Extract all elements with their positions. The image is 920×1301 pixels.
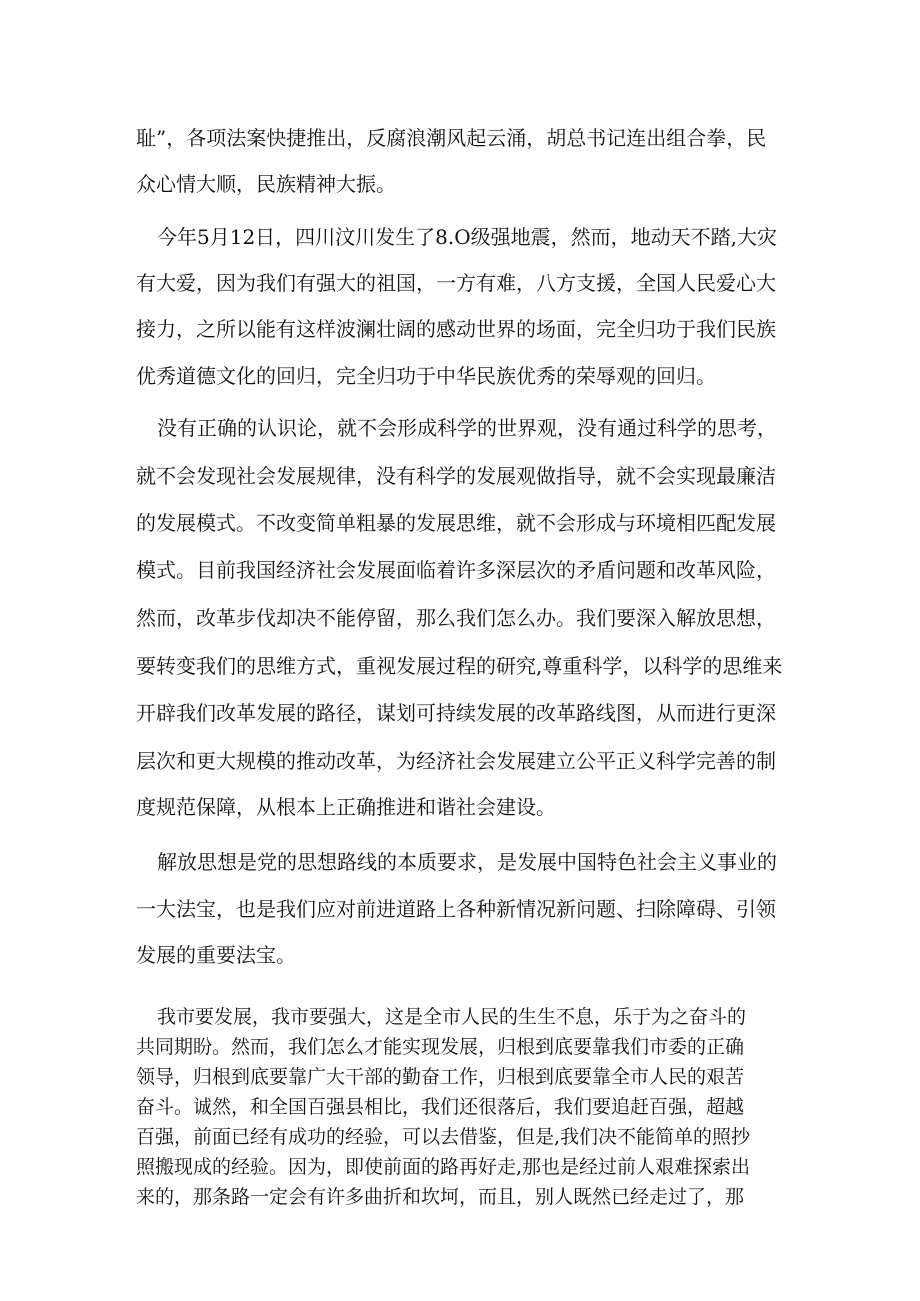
text-line: 我市要发展，我市要强大，这是全市人民的生生不息，乐于为之奋斗的 xyxy=(157,1006,747,1028)
text-line: 共同期盼。然而，我们怎么才能实现发展，归根到底要靠我们市委的正确 xyxy=(136,1036,745,1058)
text-line: 解放思想是党的思想路线的本质要求，是发展中国特色社会主义事业的 xyxy=(157,850,777,874)
text-line: 开辟我们改革发展的路径，谋划可持续发展的改革路线图，从而进行更深 xyxy=(136,701,776,725)
text-line: 领导，归根到底要靠广大干部的勤奋工作，归根到底要靠全市人民的艰苦 xyxy=(136,1066,745,1088)
text-line: 来的，那条路一定会有许多曲折和坎坷，而且，别人既然已经走过了，那 xyxy=(136,1186,745,1208)
text-line: 百强，前面已经有成功的经验，可以去借鉴，但是,我们决不能简单的照抄 xyxy=(136,1126,751,1148)
text-line: 今年5月12日，四川汶川发生了8.O级强地震，然而，地动天不踏,大灾 xyxy=(157,225,778,249)
text-line: 接力，之所以能有这样波澜壮阔的感动世界的场面，完全归功于我们民族 xyxy=(136,317,776,341)
text-line: 优秀道德文化的回归，完全归功于中华民族优秀的荣辱观的回归。 xyxy=(136,364,716,388)
text-line: 层次和更大规模的推动改革，为经济社会发展建立公平正义科学完善的制 xyxy=(136,749,776,773)
text-line: 然而，改革步伐却决不能停留，那么我们怎么办。我们要深入解放思想， xyxy=(136,606,776,630)
text-line: 照搬现成的经验。因为，即使前面的路再好走,那也是经过前人艰难探索出 xyxy=(136,1156,751,1178)
text-line: 模式。目前我国经济社会发展面临着许多深层次的矛盾问题和改革风险， xyxy=(136,558,776,582)
text-line: 要转变我们的思维方式，重视发展过程的研究,尊重科学，以科学的思维来 xyxy=(136,654,783,678)
text-line: 发展的重要法宝。 xyxy=(136,943,296,967)
text-line: 耻”，各项法案快捷推出，反腐浪潮风起云涌，胡总书记连出组合拳，民 xyxy=(136,126,767,150)
text-line: 度规范保障，从根本上正确推进和谐社会建设。 xyxy=(136,795,556,819)
text-line: 奋斗。诚然，和全国百强县相比，我们还很落后，我们要追赶百强，超越 xyxy=(136,1096,745,1118)
text-line: 众心情大顺，民族精神大振。 xyxy=(136,172,396,196)
text-line: 没有正确的认识论，就不会形成科学的世界观，没有通过科学的思考， xyxy=(157,416,777,440)
text-line: 一大法宝，也是我们应对前进道路上各种新情况新问题、扫除障碍、引领 xyxy=(136,897,776,921)
text-line: 的发展模式。不改变简单粗暴的发展思维，就不会形成与环境相匹配发展 xyxy=(136,511,776,535)
text-line: 有大爱，因为我们有强大的祖国，一方有难，八方支援，全国人民爱心大 xyxy=(136,271,776,295)
text-line: 就不会发现社会发展规律，没有科学的发展观做指导，就不会实现最廉洁 xyxy=(136,464,776,488)
